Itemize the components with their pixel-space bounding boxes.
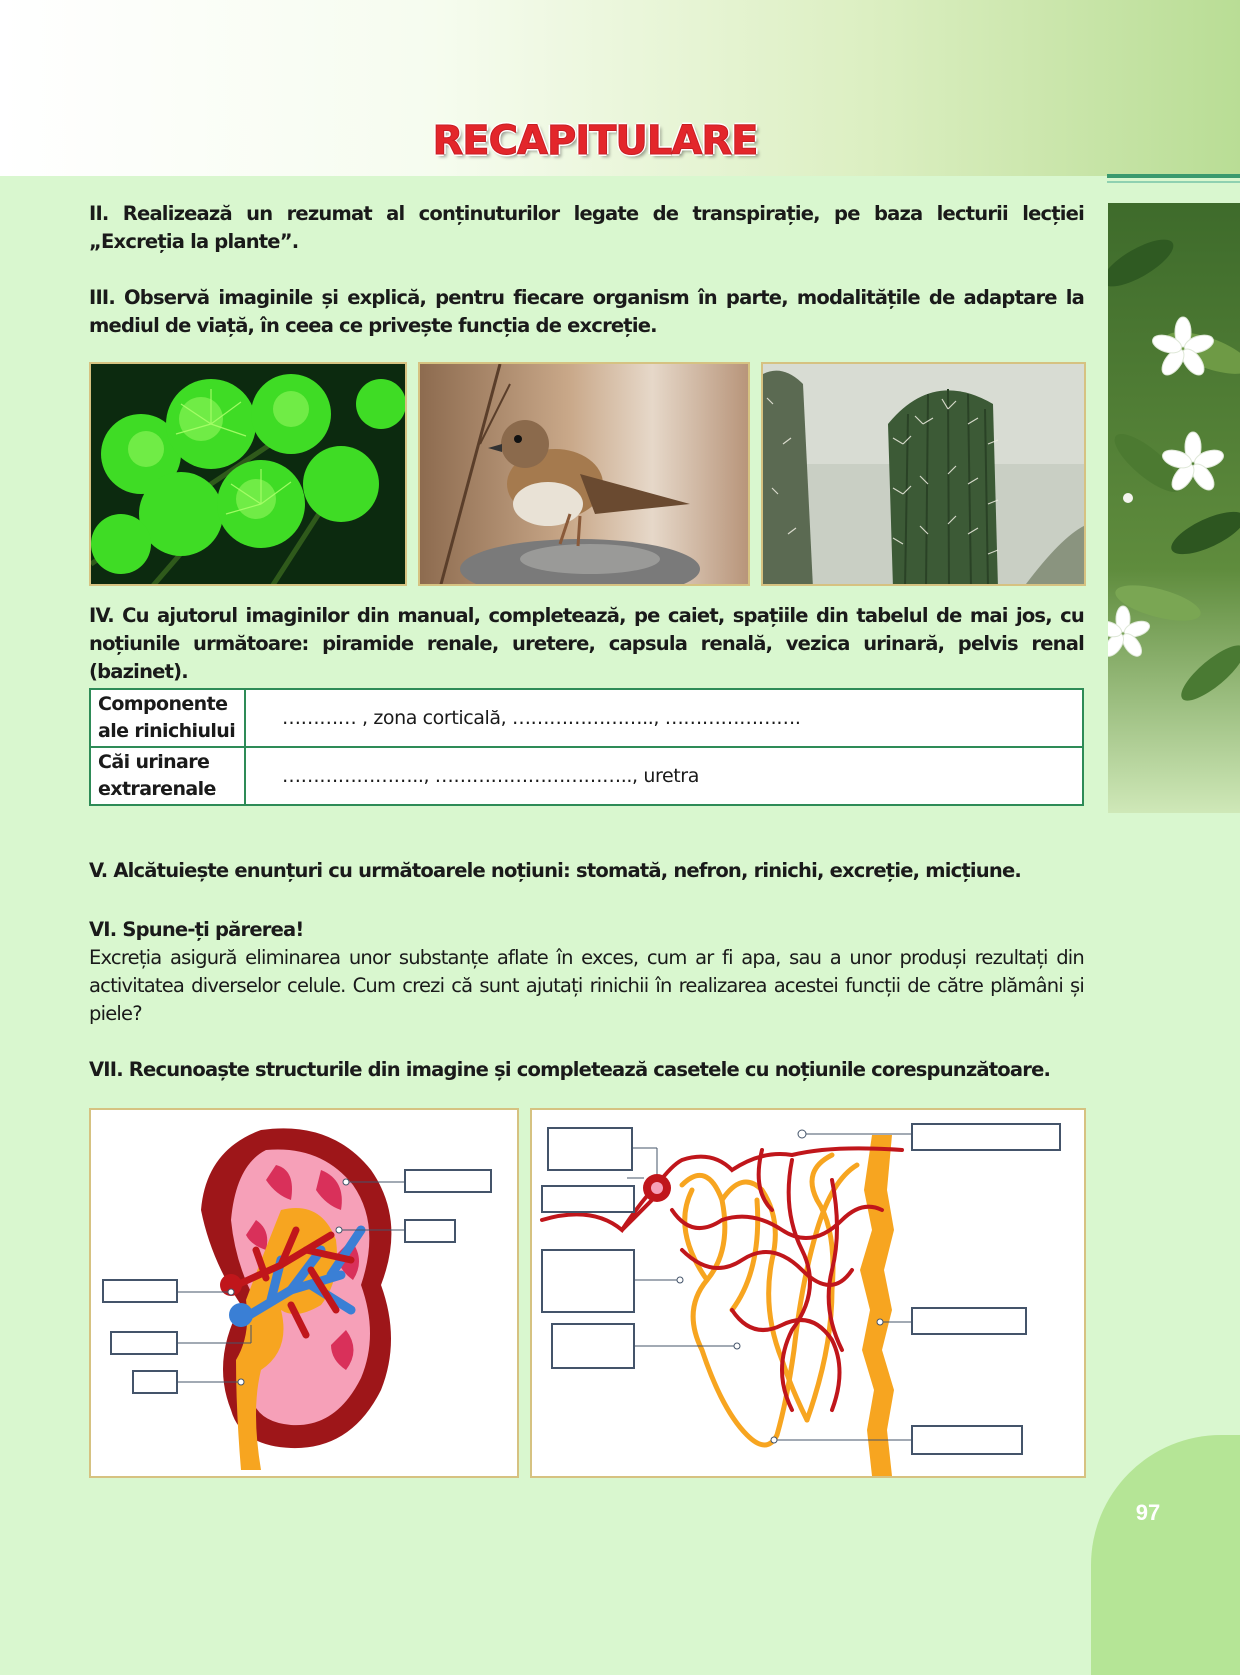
- sparrow-photo: [418, 362, 750, 586]
- page-number: 97: [1135, 1500, 1161, 1525]
- header-rule-light: [1107, 181, 1240, 183]
- header-rule: [1107, 174, 1240, 178]
- table-row: [90, 689, 1083, 747]
- kidney-components-table: [89, 688, 1084, 806]
- section-2-text: II. Realizează un rezumat al conținuturilor legate de transpirație, pe baza lecturii lecției „Excreția la plante”.: [89, 202, 1084, 253]
- section-6-body: Excreția asigură eliminarea unor substanțe aflate în exces, cum ar fi apa, sau a unor produși rezultați din activitatea diverselor celule. Cum crezi că sunt ajutați rinichii în realizarea acestei funcții de către plămâni și piele?: [89, 946, 1084, 1025]
- pine-branch-photo: [89, 362, 407, 586]
- table-row-value: ………… , zona corticală, ………………….., ………………….: [245, 689, 1083, 747]
- jasmine-side-photo: [1108, 203, 1240, 813]
- page-title: RECAPITULARE: [432, 118, 758, 164]
- kidney-section-diagram: [89, 1108, 519, 1478]
- page-corner-decoration: [1091, 1435, 1240, 1675]
- section-3-text: III. Observă imaginile și explică, pentru fiecare organism în parte, modalitățile de adaptare la mediul de viață, în ceea ce privește funcția de excreție.: [89, 286, 1084, 337]
- section-7-text: VII. Recunoaște structurile din imagine și completează casetele cu noțiunile corespunzătoare.: [89, 1058, 1051, 1081]
- cactus-photo: [761, 362, 1086, 586]
- table-row-value: ………………….., ………………………….., uretra: [245, 747, 1083, 805]
- section-5-text: V. Alcătuiește enunțuri cu următoarele noțiuni: stomată, nefron, rinichi, excreție, micțiune.: [89, 859, 1021, 882]
- nephron-diagram: [530, 1108, 1086, 1478]
- section-6-title: VI. Spune-ți părerea!: [89, 918, 304, 941]
- table-row-label: Căi urinare extrarenale: [90, 747, 245, 805]
- section-4-text: IV. Cu ajutorul imaginilor din manual, completează, pe caiet, spațiile din tabelul de mai jos, cu noțiunile următoare: piramide renale, uretere, capsula renală, vezica urinară, pelvis renal (bazinet).: [89, 604, 1084, 683]
- table-row: [90, 747, 1083, 805]
- table-row-label: Componente ale rinichiului: [90, 689, 245, 747]
